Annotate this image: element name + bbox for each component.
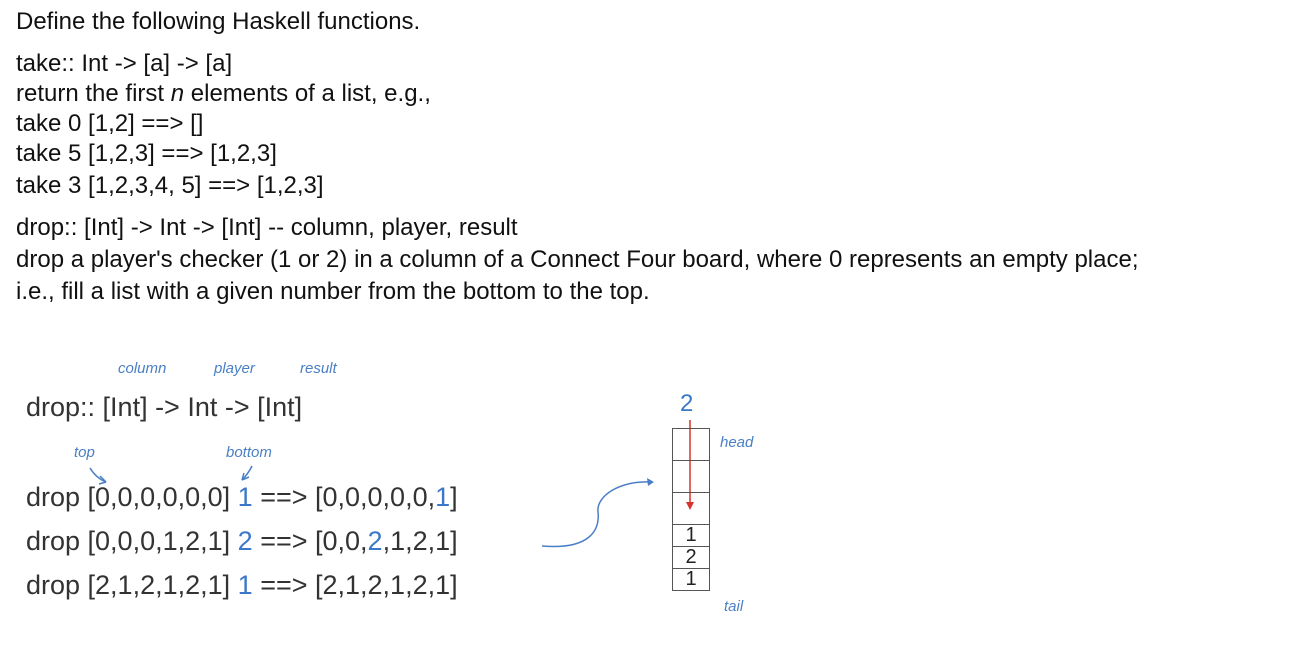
board-cell [673,429,709,461]
drop-description: drop a player's checker (1 or 2) in a column of a Connect Four board, where 0 represents an empty place; [16,246,1139,273]
bottom-label: bottom [226,444,272,461]
head-label: head [720,434,754,451]
board-cell: 2 [673,547,709,569]
take-description: return the first n elements of a list, e.g., [16,80,431,107]
board-column [672,428,710,591]
diagram-example: drop [0,0,0,0,0,0] 1 ==> [0,0,0,0,0,1] [26,482,458,512]
diagram-example: drop [0,0,0,1,2,1] 2 ==> [0,0,2,1,2,1] [26,526,458,556]
diagram-example: drop [2,1,2,1,2,1] 1 ==> [2,1,2,1,2,1] [26,570,458,600]
drop-signature: drop:: [Int] -> Int -> [Int] -- column, player, result [16,214,518,241]
board-cell [673,493,709,525]
take-example: take 3 [1,2,3,4, 5] ==> [1,2,3] [16,172,324,199]
curve-arrow-icon [542,482,652,547]
heading: Define the following Haskell functions. [16,8,421,35]
take-example: take 0 [1,2] ==> [] [16,110,204,137]
drop-number: 2 [680,390,694,417]
player-label: player [214,360,255,377]
take-example: take 5 [1,2,3] ==> [1,2,3] [16,140,277,167]
board-cell: 1 [673,525,709,547]
tail-label: tail [724,598,744,615]
board-cell [673,461,709,493]
board-cell: 1 [685,568,697,590]
top-label: top [74,444,95,461]
column-label: column [118,360,167,377]
take-signature: take:: Int -> [a] -> [a] [16,50,233,77]
drop-description: i.e., fill a list with a given number from the bottom to the top. [16,278,650,305]
curve-arrowhead-icon [647,478,654,486]
result-label: result [300,360,337,377]
diagram-signature: drop:: [Int] -> Int -> [Int] [26,392,303,422]
